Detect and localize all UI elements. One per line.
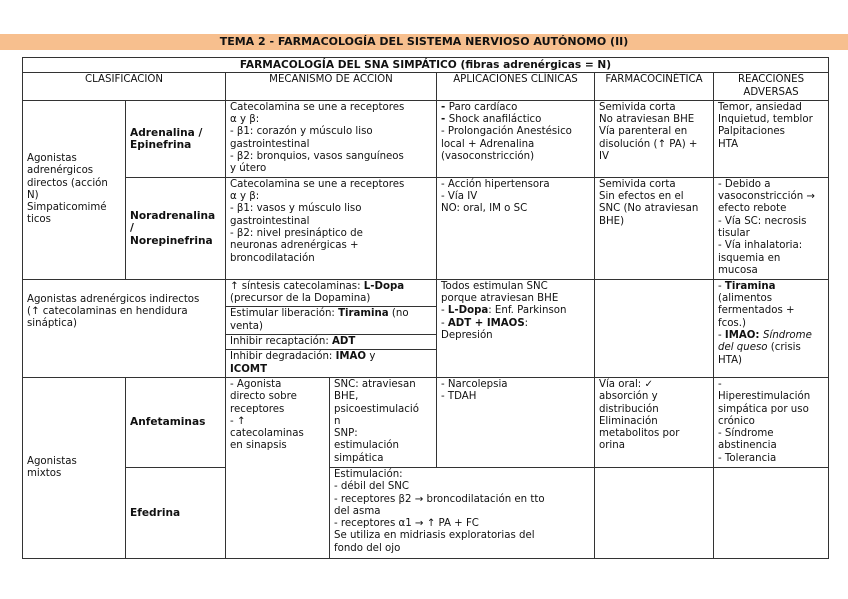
text-line: Agonistas (27, 455, 77, 467)
adrenalina-reacciones (714, 100, 829, 177)
text-line: porque atraviesan BHE (441, 293, 559, 305)
header-clasificacion: CLASIFICACIÓN (23, 73, 226, 101)
pharmacology-table (22, 57, 829, 559)
text-line: Catecolamina se une a receptores (230, 178, 405, 190)
anfetaminas-farmacocinetica (595, 377, 714, 467)
text-line: (alimentos (718, 293, 773, 305)
text-line: Catecolamina se une a receptores (230, 101, 405, 113)
drug-adrenalina-line1: Adrenalina / (130, 126, 203, 139)
text-line: neuronas adrenérgicas + (230, 240, 359, 252)
text-line: - ADT + IMAOS: (441, 317, 529, 329)
mecanismo-recaptacion (226, 335, 436, 350)
group-directos-line1: Agonistas (27, 153, 77, 164)
text-line: - L-Dopa: Enf. Parkinson (441, 305, 567, 317)
text-line: - Vía SC: necrosis (718, 215, 807, 227)
text-line: fondo del ojo (334, 542, 401, 554)
text-line: Temor, ansiedad (718, 101, 802, 113)
text-line: - β1: corazón y músculo liso (230, 126, 373, 138)
anfetaminas-aplicaciones (437, 377, 595, 467)
text-line: - Shock anafiláctico (441, 114, 542, 126)
text-line: disolución (↑ PA) + (599, 138, 698, 150)
text-span: Estimular liberación: (230, 308, 339, 320)
text-span: IMAO: (724, 330, 764, 342)
drug-icomt: ICOMT (230, 363, 268, 375)
header-reacciones-line1: REACCIONES (737, 74, 805, 86)
text-line: - Vía inhalatoria: (718, 240, 803, 252)
text-line: - (718, 378, 722, 390)
text-span: ↑ síntesis catecolaminas: (230, 280, 364, 292)
text-line: - receptores α1 → ↑ PA + FC (334, 518, 479, 530)
text-line: BHE, (334, 391, 359, 403)
text-line: tisular (718, 228, 750, 240)
indirectos-mecanismo (226, 279, 437, 377)
text-line: - Vía IV (441, 191, 478, 203)
drug-tiramina: Tiramina (338, 308, 389, 320)
text-line: Palpitaciones (718, 126, 785, 138)
text-line: (vasoconstricción) (441, 151, 535, 163)
group-agonistas-indirectos (23, 279, 226, 377)
mecanismo-liberacion (226, 307, 436, 335)
text-line: broncodilatación (230, 252, 315, 264)
indirectos-reacciones (714, 279, 829, 377)
text-line: - Tiramina (718, 280, 776, 292)
noradrenalina-aplicaciones (437, 177, 595, 279)
indirectos-aplicaciones (437, 279, 595, 377)
text-line: mixtos (27, 467, 62, 479)
text-line: abstinencia (718, 440, 777, 452)
anfetaminas-reacciones (714, 377, 829, 467)
text-line: NO: oral, IM o SC (441, 203, 528, 215)
text-line: Vía oral: ✓ (599, 378, 653, 390)
text-line: No atraviesan BHE (599, 114, 695, 126)
text-line: crónico (718, 415, 755, 427)
text-line: efecto rebote (718, 203, 787, 215)
noradrenalina-reacciones (714, 177, 829, 279)
drug-adrenalina-line2: Epinefrina (130, 138, 192, 151)
text-line: - IMAO: Síndrome (718, 330, 812, 342)
mecanismo-degradacion (226, 350, 436, 377)
text-span: Síndrome (763, 330, 812, 342)
text-line: - β1: vasos y músculo liso (230, 203, 362, 215)
anfetaminas-snc (330, 377, 437, 467)
group-directos-line2: adrenérgicos (27, 165, 94, 177)
text-line: SNP: (334, 428, 358, 440)
drug-noradrenalina (126, 177, 226, 279)
group-directos-line6: ticos (27, 214, 51, 226)
text-line: psicoestimulació (334, 403, 419, 415)
adrenalina-farmacocinetica (595, 100, 714, 177)
adrenalina-aplicaciones (437, 100, 595, 177)
text-line: - Debido a (718, 178, 771, 190)
text-line: - Síndrome (718, 428, 774, 440)
text-line (718, 342, 824, 354)
text-span: Inhibir recaptación: (230, 336, 333, 348)
text-line: fcos.) (718, 317, 746, 329)
text-line: directo sobre (230, 391, 297, 403)
group-directos-line5: Simpaticomimé (27, 202, 107, 214)
text-span: (crisis (767, 342, 801, 354)
text-line: - receptores β2 → broncodilatación en tto (334, 493, 545, 505)
text-line: orina (599, 440, 625, 452)
text-span: Tiramina (724, 280, 776, 292)
text-span: venta) (230, 320, 263, 332)
text-line: SNC (No atraviesan (599, 203, 699, 215)
text-line: - Tolerancia (718, 452, 777, 464)
text-line: Semivida corta (599, 178, 676, 190)
text-line: simpática por uso (718, 403, 809, 415)
noradrenalina-mecanismo (226, 177, 437, 279)
text-line: sináptica) (27, 318, 77, 330)
adrenalina-mecanismo (226, 100, 437, 177)
header-mecanismo: MECANISMO DE ACCIÓN (226, 73, 437, 101)
text-line: catecolaminas (230, 428, 304, 440)
indirectos-farmacocinetica (595, 279, 714, 377)
text-line: Sin efectos en el (599, 191, 684, 203)
topic-banner: TEMA 2 - FARMACOLOGÍA DEL SISTEMA NERVIOSO AUTÓNOMO (II) (0, 34, 848, 50)
text-line: - β2: nivel presináptico de (230, 228, 363, 240)
text-line: y útero (230, 163, 267, 175)
text-span: Shock anafiláctico (448, 114, 542, 126)
text-line: local + Adrenalina (441, 138, 535, 150)
mecanismo-sintesis (226, 280, 436, 308)
header-reacciones (714, 73, 829, 101)
text-line: receptores (230, 403, 285, 415)
text-span: : Enf. Parkinson (488, 305, 567, 317)
text-line: vasoconstricción → (718, 191, 815, 203)
text-line: SNC: atraviesan (334, 378, 416, 390)
text-line: gastrointestinal (230, 138, 310, 150)
anfetaminas-mecanismo (226, 377, 330, 558)
group-agonistas-mixtos (23, 377, 126, 558)
text-line: IV (599, 151, 609, 163)
drug-noradrenalina-line2: / (130, 222, 134, 235)
header-reacciones-line2: ADVERSAS (743, 86, 799, 98)
noradrenalina-farmacocinetica (595, 177, 714, 279)
text-line: n (334, 415, 341, 427)
text-span: (no (388, 308, 409, 320)
text-line: - Narcolepsia (441, 378, 508, 390)
efedrina-farmacocinetica (595, 467, 714, 558)
text-line: Todos estimulan SNC (441, 280, 548, 292)
efedrina-reacciones (714, 467, 829, 558)
text-line: mucosa (718, 264, 758, 276)
text-span: y (366, 351, 376, 363)
text-line: metabolitos por (599, 428, 680, 440)
text-line: estimulación (334, 440, 399, 452)
text-line: - Prolongación Anestésico (441, 126, 572, 138)
group-agonistas-directos (23, 100, 126, 279)
efedrina-mecanismo (330, 467, 595, 558)
text-span: Inhibir degradación: (230, 351, 336, 363)
text-line: del asma (334, 505, 381, 517)
text-line: (↑ catecolaminas en hendidura (27, 306, 188, 318)
text-line: Agonistas adrenérgicos indirectos (27, 293, 200, 305)
text-line: Inquietud, temblor (718, 114, 813, 126)
drug-adt: ADT (332, 336, 356, 348)
text-line: absorción y (599, 391, 658, 403)
drug-anfetaminas: Anfetaminas (126, 377, 226, 467)
drug-imao: IMAO (335, 351, 367, 363)
text-line: - ↑ (230, 415, 246, 427)
text-line: en sinapsis (230, 440, 287, 452)
text-line: simpática (334, 452, 384, 464)
text-line: Semivida corta (599, 101, 676, 113)
text-line: α y β: (230, 191, 260, 203)
text-line: - β2: bronquios, vasos sanguíneos (230, 151, 404, 163)
text-line: Estimulación: (334, 468, 403, 480)
text-line: HTA) (718, 354, 743, 366)
text-line: - TDAH (441, 391, 477, 403)
text-line: distribución (599, 403, 659, 415)
text-line: Se utiliza en midriasis exploratorias del (334, 530, 535, 542)
text-line: isquemia en (718, 252, 781, 264)
text-span: ADT + IMAOS (447, 317, 525, 329)
drug-noradrenalina-line3: Norepinefrina (130, 234, 213, 247)
text-span: (precursor de la Dopamina) (230, 293, 371, 305)
drug-noradrenalina-line1: Noradrenalina (130, 209, 216, 222)
drug-l-dopa: L-Dopa (363, 280, 405, 292)
drug-efedrina: Efedrina (126, 467, 226, 558)
text-span: : (524, 317, 529, 329)
text-span: Paro cardíaco (448, 101, 518, 113)
group-directos-line3: directos (acción (27, 177, 108, 189)
text-line: - Paro cardíaco (441, 101, 518, 113)
text-line: fermentados + (718, 305, 795, 317)
header-aplicaciones: APLICACIONES CLÍNICAS (437, 73, 595, 101)
text-line: - Acción hipertensora (441, 178, 550, 190)
text-line: α y β: (230, 114, 260, 126)
text-line: Eliminación (599, 415, 658, 427)
group-directos-line4: N) (27, 189, 39, 201)
text-line: BHE) (599, 215, 625, 227)
table-title: FARMACOLOGÍA DEL SNA SIMPÁTICO (fibras adrenérgicas = N) (23, 58, 829, 73)
text-line: - Agonista (230, 378, 282, 390)
text-line: Hiperestimulación (718, 391, 811, 403)
header-farmacocinetica: FARMACOCINÉTICA (595, 73, 714, 101)
text-line: - débil del SNC (334, 481, 410, 493)
text-line: Vía parenteral en (599, 126, 688, 138)
text-line: HTA (718, 138, 739, 150)
text-line: gastrointestinal (230, 215, 310, 227)
drug-adrenalina (126, 100, 226, 177)
text-span: del queso (718, 342, 768, 354)
text-line: Depresión (441, 330, 493, 342)
text-span: L-Dopa (447, 305, 489, 317)
